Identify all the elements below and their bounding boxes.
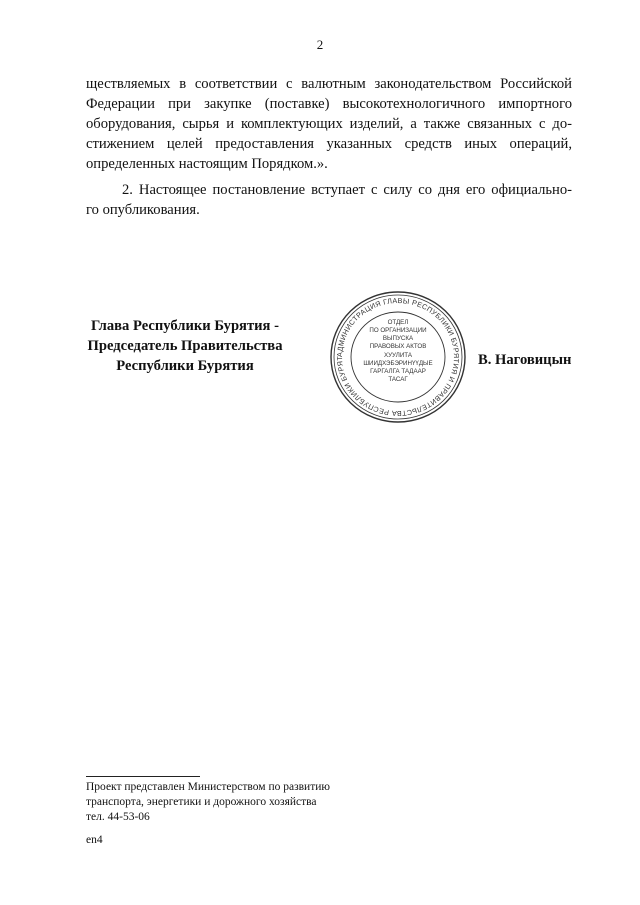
seal-inner-line: ПРАВОВЫХ АКТОВ: [369, 343, 427, 350]
signatory-name: В. Наговицын: [478, 352, 572, 368]
seal-inner-line: ОТДЕЛ: [387, 319, 409, 326]
footnote-line: тел. 44-53-06: [86, 811, 150, 823]
text-line: стижением целей предоставления указанных средств иных операций,: [86, 136, 572, 152]
document-code: en4: [86, 834, 103, 846]
seal-outer-text: АДМИНИСТРАЦИЯ ГЛАВЫ РЕСПУБЛИКИ БУРЯТИЯ И ПРАВИТЕЛЬСТВА РЕСПУБЛИКИ БУРЯТ: [334, 295, 462, 419]
signatory-title-line: Республики Бурятия: [116, 358, 254, 374]
text-line: 2. Настоящее постановление вступает с силу со дня его официально-: [122, 182, 572, 198]
text-line: оборудования, сырья и комплектующих изделий, а также связанных с до-: [86, 116, 572, 132]
seal-inner-line: ТАСАГ: [388, 376, 408, 383]
text-line: го опубликования.: [86, 202, 200, 218]
signatory-title: [60, 316, 310, 376]
seal-inner-line: ШИИДХЭБЭРИНҮҮДЫЕ: [363, 360, 433, 367]
text-line: определенных настоящим Порядком.».: [86, 156, 328, 172]
page-number: 2: [316, 37, 324, 52]
signatory-title-line: Глава Республики Бурятия -: [91, 318, 279, 334]
footnote-divider: [86, 776, 200, 777]
seal-inner-line: ПО ОРГАНИЗАЦИИ: [369, 327, 427, 334]
official-seal: [329, 290, 467, 424]
text-line: ществляемых в соответствии с валютным законодательством Российской: [86, 76, 572, 92]
footnote-line: транспорта, энергетики и дорожного хозяйства: [86, 796, 317, 808]
paragraph-continuation: [86, 74, 572, 174]
footnote: [86, 780, 330, 825]
text-line: Федерации при закупке (поставке) высокотехнологичного импортного: [86, 96, 572, 112]
signatory-title-line: Председатель Правительства: [87, 338, 283, 354]
footnote-line: Проект представлен Министерством по развитию: [86, 781, 330, 793]
paragraph-entry-into-force: [86, 180, 572, 220]
seal-inner-line: ВЫПУСКА: [382, 335, 414, 342]
seal-inner-line: ХУУЛИТА: [384, 352, 412, 359]
seal-inner-line: ГАРГАЛГА ТАДААР: [370, 368, 426, 375]
